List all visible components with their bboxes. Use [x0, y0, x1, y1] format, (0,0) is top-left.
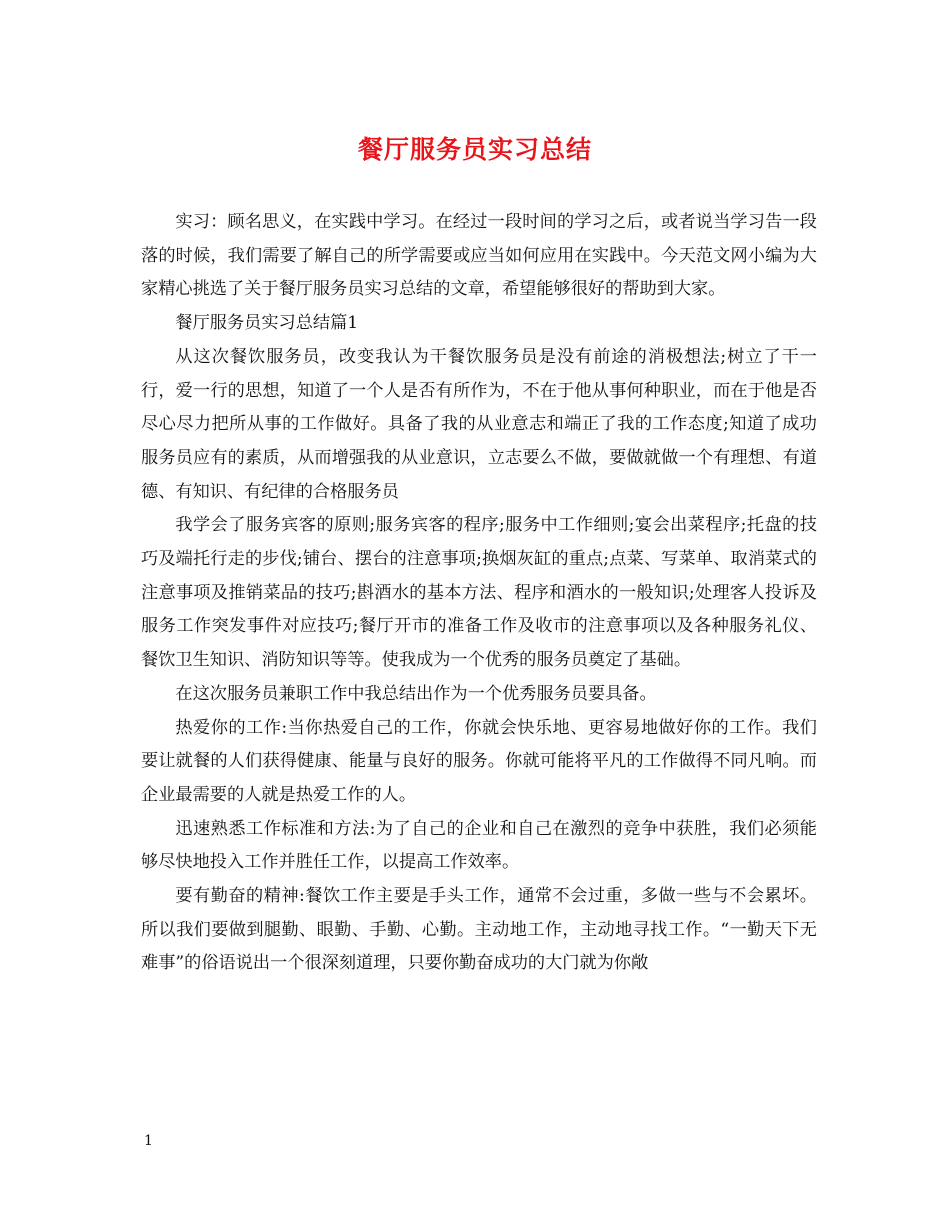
paragraph: 我学会了服务宾客的原则;服务宾客的程序;服务中工作细则;宴会出菜程序;托盘的技巧及端托行走的步伐;铺台、摆台的注意事项;换烟灰缸的重点;点菜、写菜单、取消菜式的注意事项及推销菜品的技巧;斟酒水的基本方法、程序和酒水的一般知识;处理客人投诉及服务工作突发事件对应技巧;餐厅开市的准备工作及收市的注意事项以及各种服务礼仪、餐饮卫生知识、消防知识等等。使我成为一个优秀的服务员奠定了基础。	[141, 515, 817, 671]
paragraph-intro: 实习：顾名思义，在实践中学习。在经过一段时间的学习之后，或者说当学习告一段落的时候，我们需要了解自己的所学需要或应当如何应用在实践中。今天范文网小编为大家精心挑选了关于餐厅服务员实习总结的文章，希望能够很好的帮助到大家。	[141, 212, 817, 300]
paragraph: 从这次餐饮服务员，改变我认为干餐饮服务员是没有前途的消极想法;树立了干一行，爱一行的思想，知道了一个人是否有所作为，不在于他从事何种职业，而在于他是否尽心尽力把所从事的工作做好。具备了我的从业意志和端正了我的工作态度;知道了成功服务员应有的素质，从而增强我的从业意识，立志要么不做，要做就做一个有理想、有道德、有知识、有纪律的合格服务员	[141, 346, 817, 502]
paragraph: 要有勤奋的精神:餐饮工作主要是手头工作，通常不会过重，多做一些与不会累坏。所以我们要做到腿勤、眼勤、手勤、心勤。主动地工作，主动地寻找工作。“一勤天下无难事”的俗语说出一个很深刻道理，只要你勤奋成功的大门就为你敞	[141, 886, 817, 974]
document-body	[141, 206, 817, 981]
page-number: 1	[144, 1133, 153, 1149]
section-heading: 餐厅服务员实习总结篇1	[175, 313, 359, 334]
paragraph: 在这次服务员兼职工作中我总结出作为一个优秀服务员要具备。	[175, 683, 657, 704]
paragraph: 热爱你的工作:当你热爱自己的工作，你就会快乐地、更容易地做好你的工作。我们要让就餐的人们获得健康、能量与良好的服务。你就可能将平凡的工作做得不同凡响。而企业最需要的人就是热爱工作的人。	[141, 717, 817, 805]
paragraph: 迅速熟悉工作标准和方法:为了自己的企业和自己在激烈的竞争中获胜，我们必须能够尽快地投入工作并胜任工作，以提高工作效率。	[141, 818, 817, 873]
document-title: 餐厅服务员实习总结	[357, 135, 592, 164]
